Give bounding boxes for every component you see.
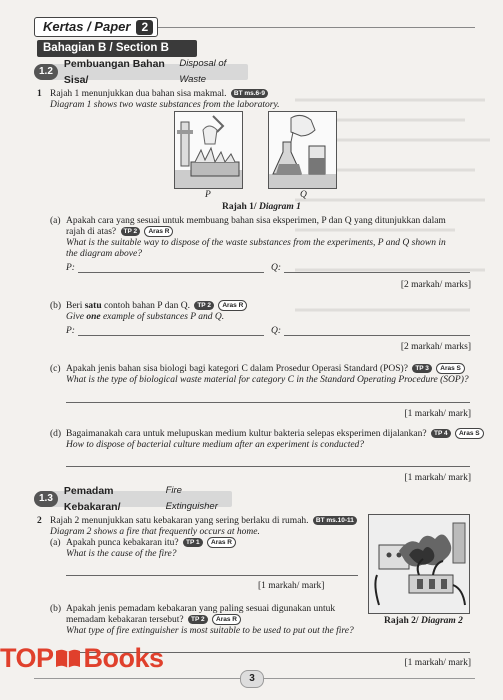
answer-line-q[interactable] xyxy=(284,272,470,273)
figure-p-waste-glass xyxy=(174,111,243,189)
question-stem-en: Diagram 2 shows a fire that frequently occurs at home. xyxy=(50,527,260,537)
topic-number: 1.3 xyxy=(34,491,58,507)
ms-text: Apakah punca kebakaran itu? xyxy=(66,538,179,548)
tp-badge: TP 3 xyxy=(412,364,432,373)
marks-label: [2 markah/ marks] xyxy=(400,342,471,352)
subquestion-a-letter: (a) xyxy=(50,538,61,548)
answer-line[interactable] xyxy=(66,466,470,467)
tp-badge: TP 1 xyxy=(183,538,203,547)
chemical-flask-illustration xyxy=(269,112,336,188)
tp-badge: TP 2 xyxy=(194,301,214,310)
subquestion-c-en: What is the type of biological waste material for category C in the Standard Operating Procedure (SOP)? xyxy=(66,375,469,385)
topbooks-logo xyxy=(0,640,164,676)
ms-text: Apakah jenis bahan sisa biologi bagi kategori C dalam Prosedur Operasi Standard (POS)? xyxy=(66,364,408,374)
aras-badge: Aras R xyxy=(218,300,247,311)
topic-title-ms: Pemadam Kebakaran/ xyxy=(63,485,121,513)
aras-badge: Aras S xyxy=(455,428,484,439)
ms-bold: satu xyxy=(84,301,102,311)
ms-line2-text: rajah di atas? xyxy=(66,227,117,237)
figure-caption-2 xyxy=(384,615,463,627)
tp-badge: TP 2 xyxy=(121,227,141,236)
marks-label: [1 markah/ mark] xyxy=(258,581,325,591)
subquestion-a-ms-line1: Apakah cara yang sesuai untuk membuang bahan sisa eksperimen, P dan Q yang ditunjukkan dalam xyxy=(66,216,446,226)
stem-text: Rajah 2 menunjukkan satu kebakaran yang sering berlaku di rumah. xyxy=(50,516,309,526)
figure-label-p: P xyxy=(205,190,211,200)
subquestion-d-en: How to dispose of bacterial culture medium after an experiment is conducted? xyxy=(66,440,365,450)
subquestion-b-en xyxy=(66,311,224,323)
aras-badge: Aras S xyxy=(436,363,465,374)
paper-header xyxy=(34,17,158,37)
figure-caption-1 xyxy=(222,201,301,213)
ms-text: Bagaimanakah cara untuk melupuskan medium kultur bakteria selepas eksperimen dijalankan? xyxy=(66,429,427,439)
answer-line[interactable] xyxy=(66,575,358,576)
topic-heading-fire-extinguisher xyxy=(34,485,232,513)
subquestion-b-letter: (b) xyxy=(50,604,62,614)
en-post: example of substances P and Q. xyxy=(100,312,225,322)
answer-q-label: Q: xyxy=(271,326,282,336)
broken-glass-illustration xyxy=(175,112,242,188)
answer-q-label: Q: xyxy=(271,263,282,273)
subquestion-b-ms-line1: Apakah jenis pemadam kebakaran yang paling sesuai digunakan untuk xyxy=(66,604,336,614)
marks-label: [2 markah/ marks] xyxy=(400,280,471,290)
figure-q-waste-chemical xyxy=(268,111,337,189)
answer-line-p[interactable] xyxy=(78,272,264,273)
subquestion-b-letter: (b) xyxy=(50,301,62,311)
topic-number: 1.2 xyxy=(34,64,58,80)
answer-line-q[interactable] xyxy=(284,335,470,336)
caption-ms: Rajah 1/ xyxy=(222,202,259,212)
marks-label: [1 markah/ mark] xyxy=(404,473,471,483)
subquestion-d-letter: (d) xyxy=(50,429,62,439)
paper-number: 2 xyxy=(136,20,153,35)
topic-title-en: Fire Extinguisher xyxy=(165,485,218,512)
subquestion-b-en: What type of fire extinguisher is most suitable to be used to put out the fire? xyxy=(66,626,354,636)
stem-text: Rajah 1 menunjukkan dua bahan sisa makmal. xyxy=(50,89,227,99)
aras-badge: Aras R xyxy=(207,537,236,548)
en-pre: Give xyxy=(66,312,87,322)
logo-books-text: Books xyxy=(83,642,164,673)
aras-badge: Aras R xyxy=(212,614,241,625)
topic-title-ms: Pembuangan Bahan Sisa/ xyxy=(63,58,165,86)
marks-label: [1 markah/ mark] xyxy=(404,409,471,419)
subquestion-a-en-line2: the diagram above? xyxy=(66,249,142,259)
marks-label: [1 markah/ mark] xyxy=(404,658,471,668)
question-number: 1 xyxy=(37,89,42,99)
subquestion-c-letter: (c) xyxy=(50,364,61,374)
topic-title-en: Disposal of Waste xyxy=(179,58,227,85)
subquestion-a-en-line1: What is the suitable way to dispose of the waste substances from the experiments, P and Q shown in xyxy=(66,238,446,248)
power-socket-fire-illustration xyxy=(369,515,469,613)
tp-badge: TP 4 xyxy=(431,429,451,438)
figure-2-fire xyxy=(368,514,470,614)
topic-heading-disposal xyxy=(34,58,248,86)
answer-p-label: P: xyxy=(66,263,75,273)
logo-top-text: TOP xyxy=(0,642,54,673)
page-number: 3 xyxy=(240,670,264,688)
caption-en: Diagram 1 xyxy=(258,202,301,212)
section-title: Bahagian B / Section B xyxy=(37,40,197,57)
aras-badge: Aras R xyxy=(144,226,173,237)
subquestion-a-letter: (a) xyxy=(50,216,61,226)
reference-badge: BT ms.6-9 xyxy=(231,89,268,98)
subquestion-a-en: What is the cause of the fire? xyxy=(66,549,177,559)
en-bold: one xyxy=(86,312,101,322)
reference-badge: BT ms.10-11 xyxy=(313,516,357,525)
question-number: 2 xyxy=(37,516,42,526)
caption-ms: Rajah 2/ xyxy=(384,616,421,626)
tp-badge: TP 2 xyxy=(188,615,208,624)
answer-line[interactable] xyxy=(66,402,470,403)
ms-line2-text: memadam kebakaran tersebut? xyxy=(66,615,184,625)
paper-label: Kertas / Paper xyxy=(43,19,131,34)
ms-post: contoh bahan P dan Q. xyxy=(101,301,190,311)
ms-pre: Beri xyxy=(66,301,85,311)
answer-line-p[interactable] xyxy=(78,335,264,336)
figure-label-q: Q xyxy=(300,190,307,200)
caption-en: Diagram 2 xyxy=(420,616,463,626)
answer-p-label: P: xyxy=(66,326,75,336)
book-icon xyxy=(55,647,81,669)
question-stem-en: Diagram 1 shows two waste substances from the laboratory. xyxy=(50,100,280,110)
